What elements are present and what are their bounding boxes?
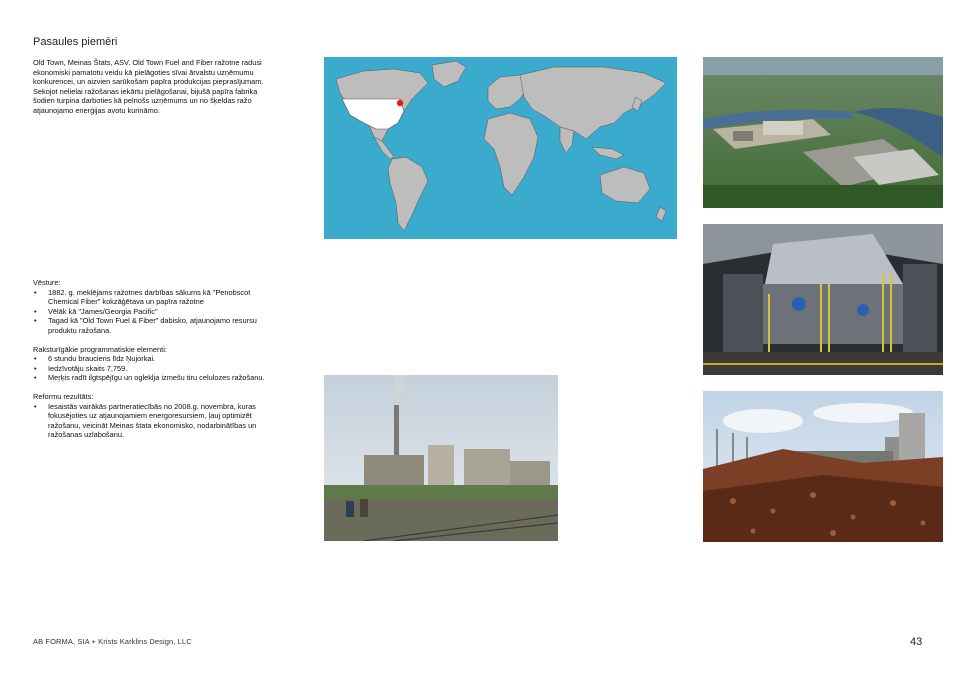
list-item: • Iesaistās vairākās partneratiecībās no 2008.g. novembra, kuras fokusējoties uz atjaunojamiem energoresursiem, ļauj optimizēt ražošanu, veicināt Meinas štata ekonomisko, nodarbinātības un ražošanas uzlabošanu. <box>33 402 273 440</box>
features-list <box>33 354 273 383</box>
results-title: Reformu rezultāts: <box>33 391 94 401</box>
list-item: • Tagad kā "Old Town Fuel & Fiber" dabisko, atjaunojamo resursu produktu ražošana. <box>33 316 273 335</box>
intro-paragraph: Old Town, Meinas Štats, ASV. Old Town Fuel and Fiber ražotne radusi ekonomiski pamatotu veidu kā pielāgoties sīvai ārvalstu uzņēmumu konkurencei, un aizvien sarūkošam papīra produkcijas pieprasījumam. Sekojot nelielai ražošanas iekārtu pielāgošanai, bijušā papīra fabrika šodien turpina darboties kā pelnošs uzņēmums un no šķeldas ražo atjaunojamo enerģijas avotu kurināmo. <box>33 58 264 115</box>
woodchip-pile-photo <box>703 391 943 542</box>
results-list <box>33 402 273 440</box>
page-number: 43 <box>910 636 923 648</box>
list-item: • Iedzīvotāju skaits 7,759. <box>33 364 273 374</box>
list-item: • Vēlāk kā "James/Georgia Pacific" <box>33 307 273 317</box>
aerial-mill-photo <box>703 57 943 208</box>
details-block <box>33 278 273 440</box>
footer-credit: AB FORMA, SIA + Krists Karklins Design, LLC <box>33 637 192 646</box>
history-list <box>33 288 273 336</box>
world-map <box>324 57 677 239</box>
list-item: • 6 stundu brauciens līdz Ņujorkai. <box>33 354 273 364</box>
page-title: Pasaules piemēri <box>33 36 118 48</box>
history-title: Vēsture: <box>33 278 61 287</box>
mill-interior-photo <box>703 224 943 375</box>
list-item: • 1882. g. meklējams ražotnes darbības sākums kā "Penobscot Chemical Fiber" kokzāģētava un papīra ražotne <box>33 288 273 307</box>
list-item: • Meŗķis radīt ilgtspējīgu un ogleklja izmešu tiru celulozes ražošanu. <box>33 373 273 383</box>
features-title: Raksturīgākie programmatiskie elementi: <box>33 344 167 354</box>
mill-exterior-photo <box>324 375 558 541</box>
